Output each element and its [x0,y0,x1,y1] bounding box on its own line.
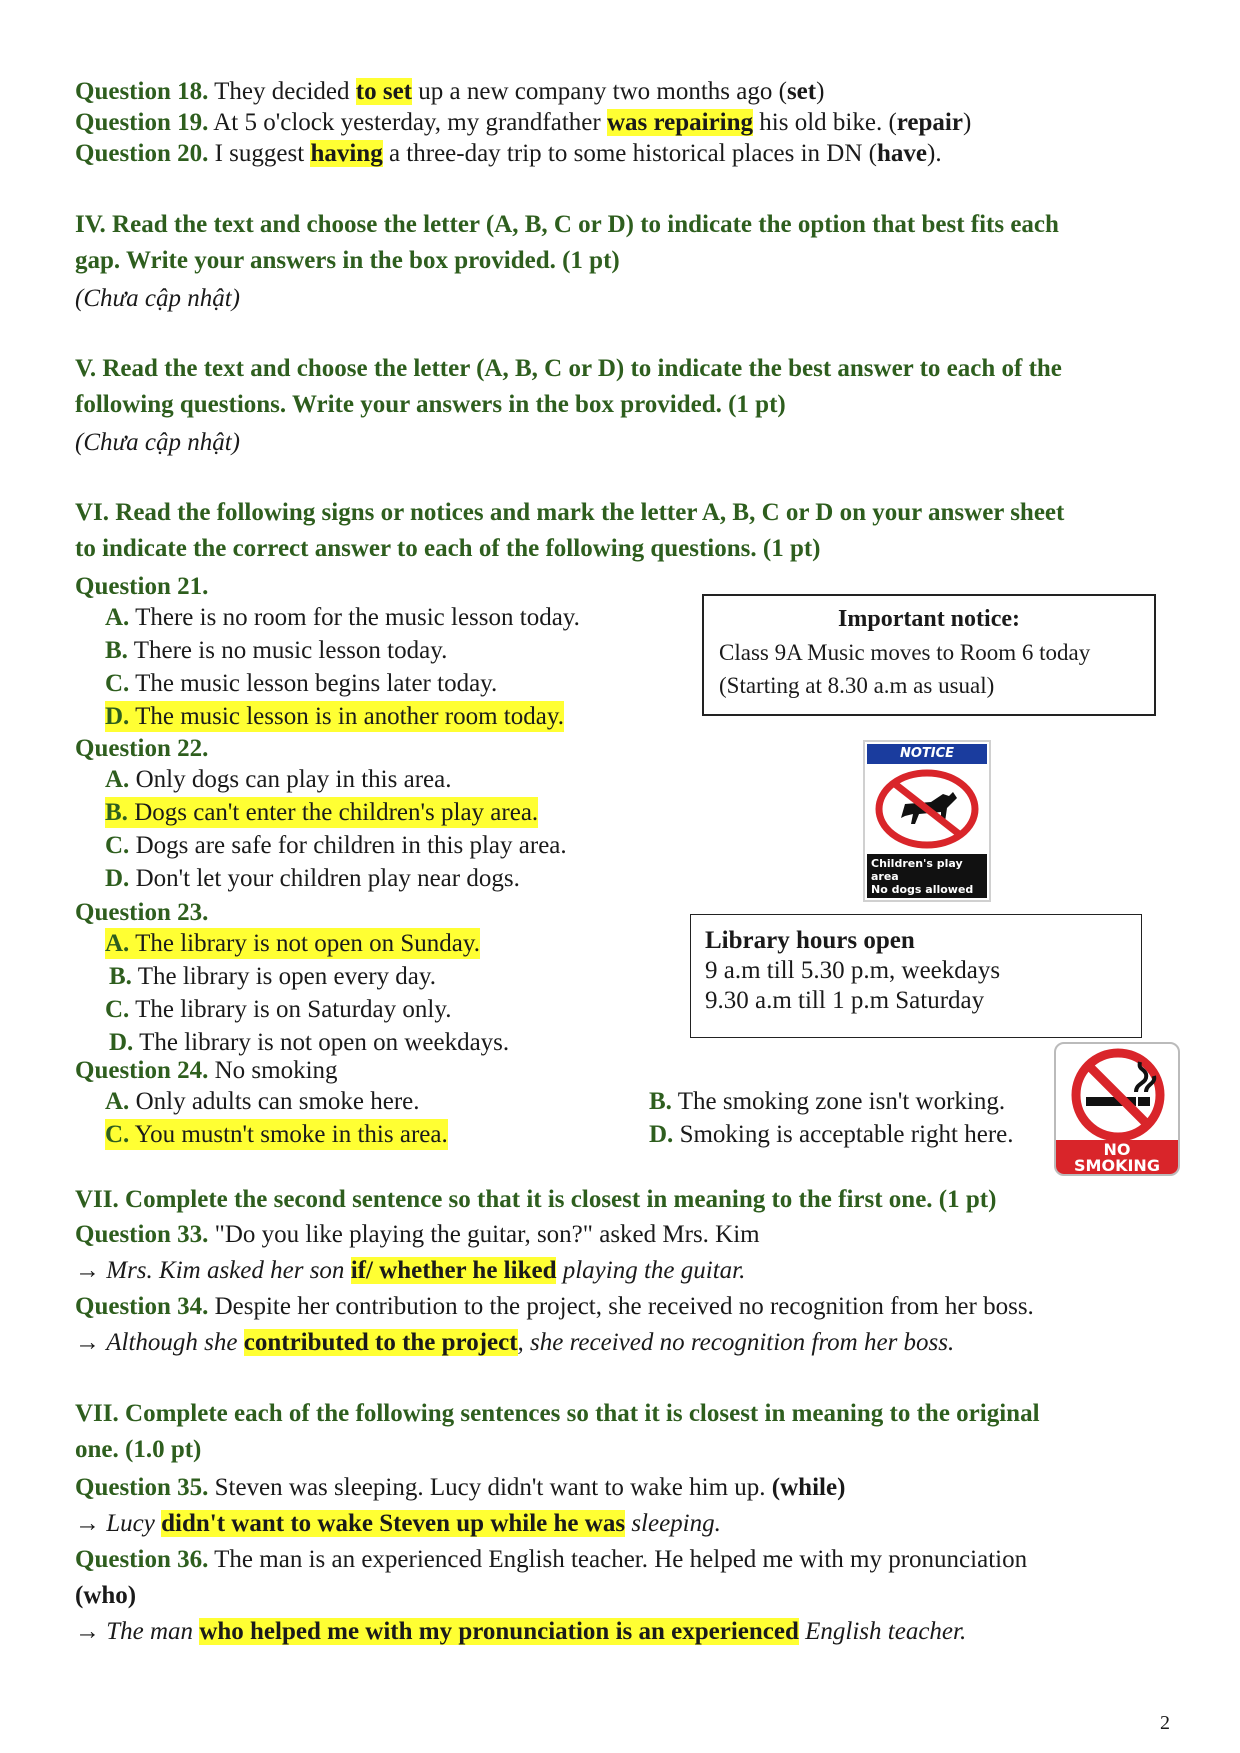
sign-header: NOTICE [867,744,987,764]
section-5-note: (Chưa cập nhật) [75,429,241,456]
q24-option-c-correct: C. You mustn't smoke in this area. [105,1121,448,1148]
answer-highlight: was repairing [606,109,754,136]
question-24: Question 24. No smoking [75,1057,338,1084]
question-36: Question 36. The man is an experienced English teacher. He helped me with my pronunciation [75,1546,1028,1573]
question-33: Question 33. "Do you like playing the guitar, son?" asked Mrs. Kim [75,1221,760,1248]
answer-highlight: didn't want to wake Steven up while he was [161,1510,626,1537]
library-notice-line-2: 9.30 a.m till 1 p.m Saturday [705,987,985,1014]
no-smoking-icon [1066,1048,1170,1142]
section-5-heading-cont: following questions. Write your answers in the box provided. (1 pt) [75,391,786,418]
answer-highlight: having [310,140,383,167]
q21-option-d-correct: D. The music lesson is in another room today. [105,703,564,730]
sign-footer: Children's play area No dogs allowed [867,854,987,898]
question-label: Question 18. [75,78,209,105]
verb-hint: have [877,140,927,167]
question-label: Question 20. [75,140,209,167]
question-21-label: Question 21. [75,573,209,600]
q23-option-a-correct: A. The library is not open on Sunday. [105,930,480,957]
question-36-hint: (who) [75,1582,137,1609]
q24-option-a: A. Only adults can smoke here. [105,1088,420,1115]
verb-hint: repair [896,109,963,136]
answer-highlight: who helped me with my pronunciation is an experienced [199,1618,799,1645]
section-7b-heading-cont: one. (1.0 pt) [75,1436,202,1463]
no-dogs-icon [873,768,981,850]
q23-option-c: C. The library is on Saturday only. [105,996,452,1023]
question-34: Question 34. Despite her contribution to the project, she received no recognition from her boss. [75,1293,1034,1320]
q22-option-d: D. Don't let your children play near dogs. [105,865,520,892]
q24-option-d: D. Smoking is acceptable right here. [649,1121,1014,1148]
no-smoking-label: NO SMOKING [1056,1140,1178,1174]
notice-line-1: Class 9A Music moves to Room 6 today [719,640,1091,665]
answer-highlight: if/ whether he liked [350,1257,557,1284]
question-18: Question 18. They decided to set up a new company two months ago (set) [75,78,825,105]
q23-option-d: D. The library is not open on weekdays. [109,1029,510,1056]
q21-option-b: B. There is no music lesson today. [105,637,448,664]
answer-highlight: contributed to the project [243,1329,518,1356]
page-number: 2 [1160,1712,1170,1734]
q21-option-a: A. There is no room for the music lesson today. [105,604,580,631]
q21-notice-box [702,594,1156,716]
q22-option-c: C. Dogs are safe for children in this play area. [105,832,567,859]
question-35-answer: → Lucy didn't want to wake Steven up while he was sleeping. [75,1510,721,1537]
section-6-heading: VI. Read the following signs or notices and mark the letter A, B, C or D on your answer sheet [75,499,1065,526]
no-smoking-sign [1054,1042,1180,1176]
section-7a-heading: VII. Complete the second sentence so that it is closest in meaning to the first one. (1 pt) [75,1186,997,1213]
question-35: Question 35. Steven was sleeping. Lucy didn't want to wake him up. (while) [75,1474,846,1501]
question-33-answer: → Mrs. Kim asked her son if/ whether he liked playing the guitar. [75,1257,746,1284]
question-label: Question 19. [75,109,209,136]
question-19: Question 19. At 5 o'clock yesterday, my grandfather was repairing his old bike. (repair) [75,109,972,136]
verb-hint: set [786,78,817,105]
library-notice-title: Library hours open [705,927,915,954]
q24-option-b: B. The smoking zone isn't working. [649,1088,1006,1115]
answer-highlight: to set [355,78,412,105]
section-4-heading: IV. Read the text and choose the letter (A, B, C or D) to indicate the option that best fits each [75,211,1059,238]
section-4-heading-cont: gap. Write your answers in the box provided. (1 pt) [75,247,620,274]
q23-library-notice [690,914,1142,1038]
no-dogs-sign [863,740,991,902]
notice-line-2: (Starting at 8.30 a.m as usual) [719,673,995,698]
q21-option-c: C. The music lesson begins later today. [105,670,498,697]
notice-title: Important notice: [838,606,1020,632]
library-notice-line-1: 9 a.m till 5.30 p.m, weekdays [705,957,1001,984]
question-20: Question 20. I suggest having a three-day trip to some historical places in DN (have). [75,140,942,167]
q22-option-a: A. Only dogs can play in this area. [105,766,452,793]
section-4-note: (Chưa cập nhật) [75,285,241,312]
q22-option-b-correct: B. Dogs can't enter the children's play area. [105,799,539,826]
section-6-heading-cont: to indicate the correct answer to each of the following questions. (1 pt) [75,535,821,562]
question-36-answer: → The man who helped me with my pronunciation is an experienced English teacher. [75,1618,967,1645]
q23-option-b: B. The library is open every day. [109,963,437,990]
question-23-label: Question 23. [75,899,209,926]
question-34-answer: → Although she contributed to the project, she received no recognition from her boss. [75,1329,955,1356]
section-7b-heading: VII. Complete each of the following sentences so that it is closest in meaning to the original [75,1400,1040,1427]
question-22-label: Question 22. [75,735,209,762]
section-5-heading: V. Read the text and choose the letter (A, B, C or D) to indicate the best answer to each of the [75,355,1062,382]
